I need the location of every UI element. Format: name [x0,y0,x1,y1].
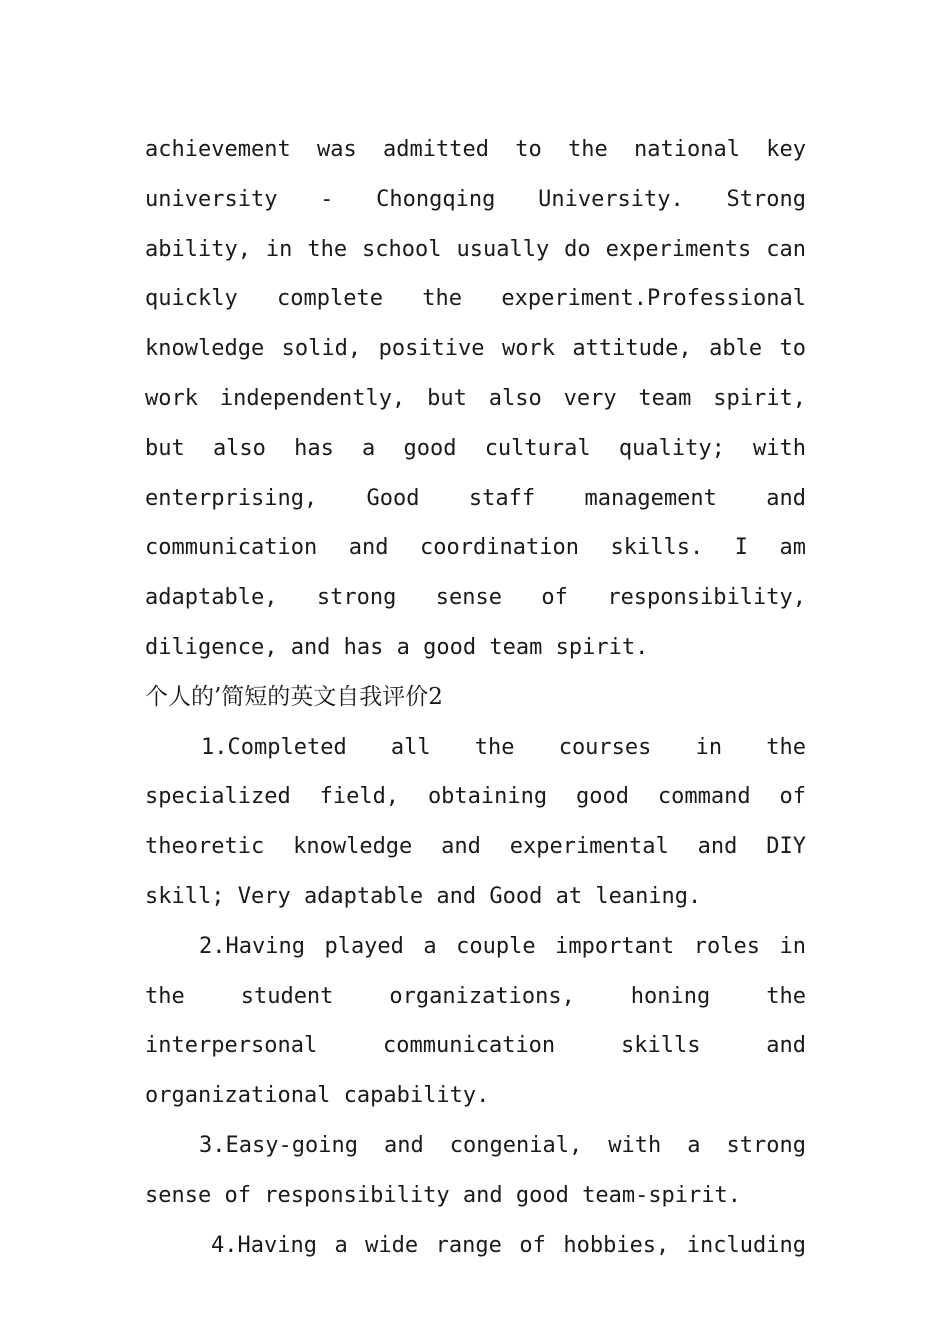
list-item-4: 4.Having a wide range of hobbies, including [211,1232,806,1258]
list-item-2: 2.Having played a couple important roles in the student organizations, honing the interpersonal communication skills and organizational capability. [145,933,806,1109]
list-item-1: 1.Completed all the courses in the specialized field, obtaining good command of theoretic knowledge and experimental and DIY skill; Very adaptable and Good at leaning. [145,734,806,909]
document-body [145,125,806,1270]
paragraph-self-evaluation-1: achievement was admitted to the national key university - Chongqing University. Strong ability, in the school usually do experiments can quickly complete the experiment.Professional knowledge solid, positive work attitude, able to work independently, but also very team spirit, but also has a good cultural quality; with enterprising, Good staff management and communication and coordination skills. I am adaptable, strong sense of responsibility, diligence, and has a good team spirit. [145,137,806,660]
list-item-3: 3.Easy-going and congenial, with a strong sense of responsibility and good team-spirit. [145,1132,806,1208]
section-heading-2: 个人的’简短的英文自我评价2 [145,683,443,710]
